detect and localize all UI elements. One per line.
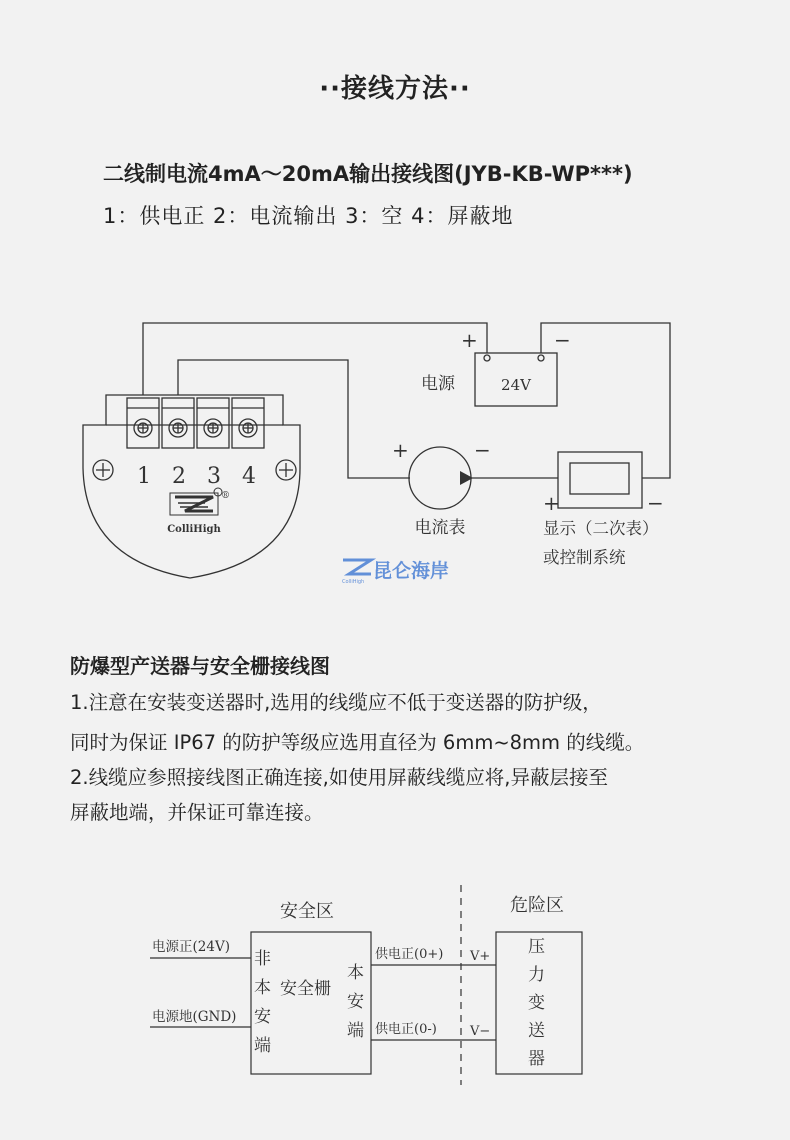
display-label-line1: 显示（二次表） xyxy=(543,519,659,538)
terminal-label-2: 2 xyxy=(172,464,186,489)
power-label: 电源 xyxy=(421,374,455,394)
power-plus-sign: + xyxy=(461,328,478,352)
diagram2-labels xyxy=(152,895,564,1069)
watermark-emblem-icon xyxy=(343,560,371,574)
v-plus-label: V+ xyxy=(470,949,491,964)
note-line-3: 2.线缆应参照接线图正确连接,如使用屏蔽线缆应将,异蔽层接至 xyxy=(70,766,609,789)
terminal-label-4: 4 xyxy=(242,464,256,489)
power-positive-label: 电源正(24V) xyxy=(152,939,230,955)
power-minus-sign: − xyxy=(554,328,571,352)
transmitter-char-4: 送 xyxy=(528,1021,545,1041)
note-line-2: 同时为保证 IP67 的防护等级应选用直径为 6mm~8mm 的线缆。 xyxy=(70,731,645,754)
ammeter-plus-sign: + xyxy=(392,438,409,462)
page-title: ··接线方法·· xyxy=(319,74,471,104)
terminal-label-3: 3 xyxy=(207,464,221,489)
safe-end-char-1: 本 xyxy=(347,963,364,983)
barrier-section-title: 防爆型产送器与安全栅接线图 xyxy=(70,654,330,678)
supply-positive-label: 供电正(0+) xyxy=(375,947,444,962)
watermark-text: 昆仑海岸 xyxy=(373,560,450,582)
safe-zone-label: 安全区 xyxy=(280,901,334,922)
display-device xyxy=(558,452,642,508)
transmitter-housing xyxy=(83,395,300,578)
registered-mark: ® xyxy=(221,491,230,501)
brand-caption: ColliHigh xyxy=(167,524,221,535)
ammeter-label: 电流表 xyxy=(414,518,466,538)
transmitter-char-5: 器 xyxy=(528,1049,545,1069)
note-line-4: 屏蔽地端，并保证可靠连接。 xyxy=(70,801,324,824)
wiring-diagram-title: 二线制电流4mA～20mA输出接线图(JYB-KB-WP***) xyxy=(103,162,633,186)
power-gnd-label: 电源地(GND) xyxy=(152,1009,237,1025)
display-minus-sign: − xyxy=(647,491,664,515)
transmitter-char-3: 变 xyxy=(528,993,545,1013)
danger-zone-label: 危险区 xyxy=(510,895,564,916)
transmitter-char-1: 压 xyxy=(528,937,545,957)
non-safe-char-4: 端 xyxy=(254,1036,271,1056)
note-line-1: 1.注意在安装变送器时,选用的线缆应不低于变送器的防护级， xyxy=(70,691,602,714)
terminal-label-1: 1 xyxy=(137,464,151,489)
two-wire-wiring-diagram xyxy=(83,323,670,578)
non-safe-char-2: 本 xyxy=(254,978,271,998)
safe-end-char-2: 安 xyxy=(347,992,364,1012)
ammeter xyxy=(409,447,473,509)
non-safe-char-3: 安 xyxy=(254,1007,271,1027)
barrier-label: 安全栅 xyxy=(280,979,331,999)
display-plus-sign: + xyxy=(543,491,560,515)
transmitter-char-2: 力 xyxy=(528,965,545,985)
watermark-logo xyxy=(342,559,449,585)
display-label-line2: 或控制系统 xyxy=(543,548,626,567)
terminal-legend: 1：供电正 2：电流输出 3：空 4：屏蔽地 xyxy=(103,204,514,228)
v-minus-label: V− xyxy=(470,1024,491,1039)
non-safe-char-1: 非 xyxy=(254,949,271,969)
power-value: 24V xyxy=(501,376,531,394)
ammeter-minus-sign: − xyxy=(474,438,491,462)
safe-end-char-3: 端 xyxy=(347,1021,364,1041)
watermark-small-text: ColliHigh xyxy=(342,579,365,585)
supply-negative-label: 供电正(0-) xyxy=(375,1022,437,1037)
